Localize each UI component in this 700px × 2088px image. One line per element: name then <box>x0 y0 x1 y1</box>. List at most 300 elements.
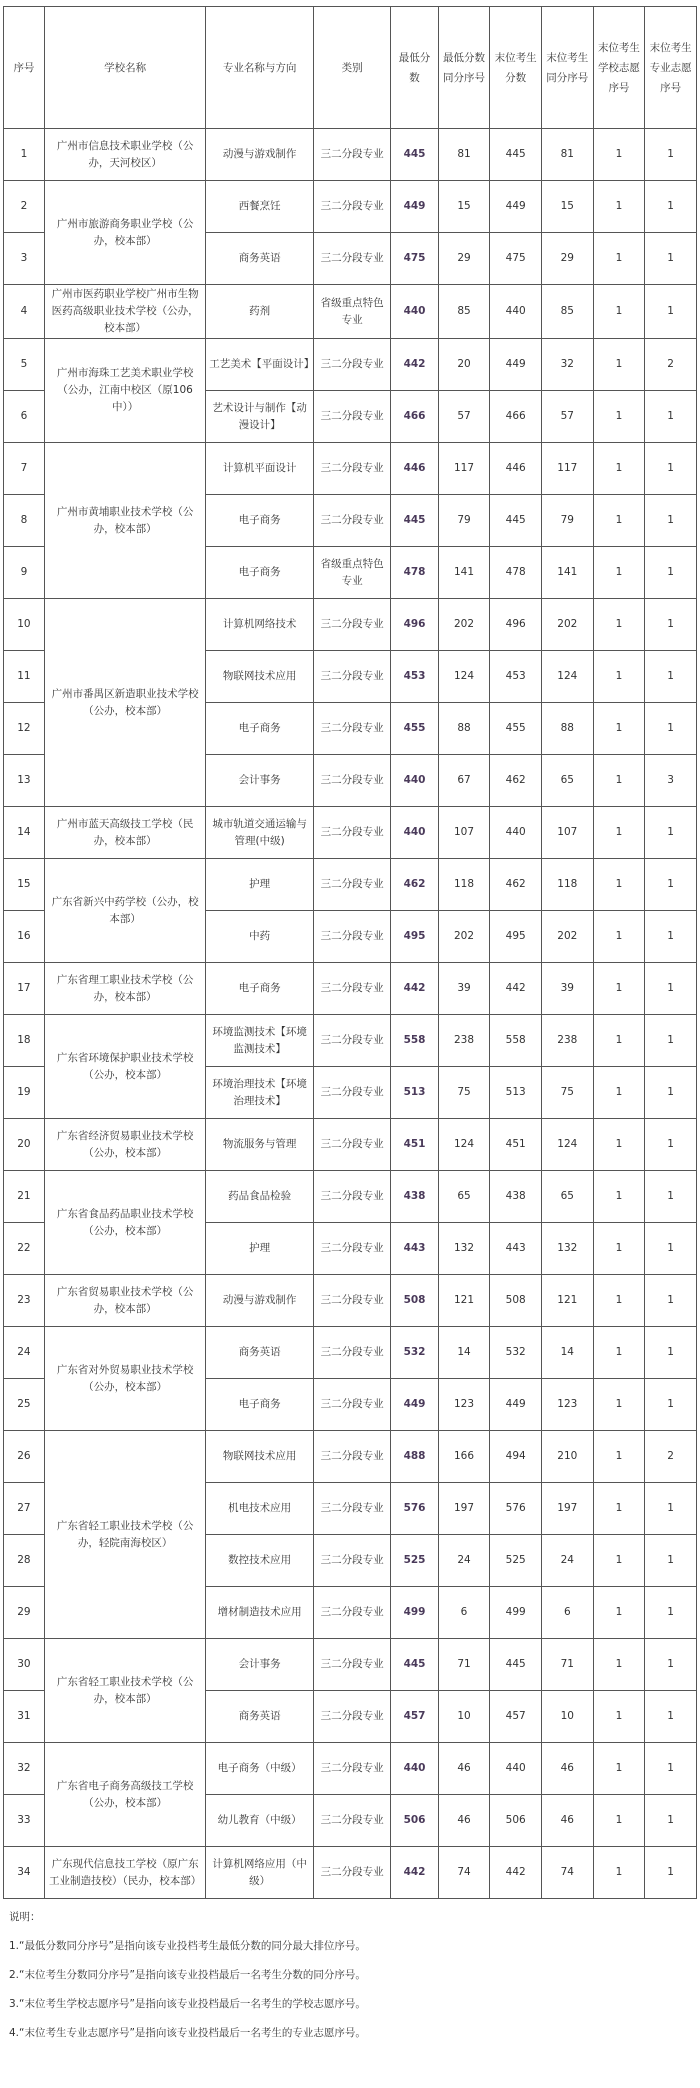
cell-major-pref: 1 <box>645 1483 697 1535</box>
cell-min-score: 449 <box>391 181 438 233</box>
cell-last-score: 576 <box>490 1483 542 1535</box>
cell-min-rank: 24 <box>438 1535 490 1587</box>
cell-major-pref: 1 <box>645 181 697 233</box>
cell-min-score: 440 <box>391 1743 438 1795</box>
cell-no: 16 <box>4 911 45 963</box>
cell-major: 物联网技术应用 <box>206 651 314 703</box>
cell-major: 电子商务（中级） <box>206 1743 314 1795</box>
cell-major-pref: 3 <box>645 755 697 807</box>
cell-type: 三二分段专业 <box>313 859 390 911</box>
cell-min-score: 576 <box>391 1483 438 1535</box>
table-row <box>4 1431 697 1483</box>
cell-school-name: 广东省轻工职业技术学校（公办，校本部） <box>44 1639 205 1743</box>
cell-last-rank: 117 <box>541 443 593 495</box>
table-row <box>4 339 697 391</box>
cell-type: 三二分段专业 <box>313 1691 390 1743</box>
cell-school-pref: 1 <box>593 651 645 703</box>
cell-type: 三二分段专业 <box>313 1379 390 1431</box>
cell-type: 三二分段专业 <box>313 1223 390 1275</box>
cell-last-score: 442 <box>490 963 542 1015</box>
cell-major: 电子商务 <box>206 495 314 547</box>
cell-type: 三二分段专业 <box>313 807 390 859</box>
table-body <box>4 129 697 1899</box>
cell-major: 电子商务 <box>206 703 314 755</box>
cell-school-name: 广州市信息技术职业学校（公办，天河校区） <box>44 129 205 181</box>
header-min-score: 最低分数 <box>391 7 438 129</box>
cell-major: 计算机网络技术 <box>206 599 314 651</box>
cell-last-rank: 46 <box>541 1795 593 1847</box>
note-item: 3.“末位考生学校志愿序号”是指向该专业投档最后一名考生的学校志愿序号。 <box>9 1998 366 2010</box>
cell-school-pref: 1 <box>593 755 645 807</box>
cell-major: 会计事务 <box>206 755 314 807</box>
header-last-score: 末位考生分数 <box>490 7 542 129</box>
cell-min-score: 446 <box>391 443 438 495</box>
table-row <box>4 859 697 911</box>
cell-major-pref: 1 <box>645 1327 697 1379</box>
cell-last-score: 478 <box>490 547 542 599</box>
cell-last-score: 513 <box>490 1067 542 1119</box>
cell-no: 26 <box>4 1431 45 1483</box>
cell-major-pref: 1 <box>645 1015 697 1067</box>
cell-major: 商务英语 <box>206 1327 314 1379</box>
cell-last-score: 446 <box>490 443 542 495</box>
header-school-pref: 末位考生学校志愿序号 <box>593 7 645 129</box>
cell-no: 28 <box>4 1535 45 1587</box>
cell-type: 三二分段专业 <box>313 1067 390 1119</box>
cell-school-name: 广州市黄埔职业技术学校（公办，校本部） <box>44 443 205 599</box>
cell-type: 三二分段专业 <box>313 1535 390 1587</box>
cell-major-pref: 1 <box>645 859 697 911</box>
cell-min-score: 445 <box>391 1639 438 1691</box>
cell-major-pref: 1 <box>645 1691 697 1743</box>
cell-major: 环境治理技术【环境治理技术】 <box>206 1067 314 1119</box>
cell-min-rank: 107 <box>438 807 490 859</box>
cell-min-score: 513 <box>391 1067 438 1119</box>
cell-min-rank: 197 <box>438 1483 490 1535</box>
cell-min-rank: 67 <box>438 755 490 807</box>
cell-last-rank: 71 <box>541 1639 593 1691</box>
cell-last-score: 449 <box>490 1379 542 1431</box>
cell-major-pref: 1 <box>645 285 697 339</box>
cell-type: 三二分段专业 <box>313 1275 390 1327</box>
cell-type: 三二分段专业 <box>313 1587 390 1639</box>
cell-major-pref: 1 <box>645 443 697 495</box>
cell-major-pref: 1 <box>645 911 697 963</box>
cell-last-rank: 10 <box>541 1691 593 1743</box>
cell-min-score: 462 <box>391 859 438 911</box>
cell-major: 数控技术应用 <box>206 1535 314 1587</box>
cell-type: 三二分段专业 <box>313 1119 390 1171</box>
cell-last-score: 462 <box>490 755 542 807</box>
cell-last-score: 475 <box>490 233 542 285</box>
cell-last-rank: 81 <box>541 129 593 181</box>
cell-school-pref: 1 <box>593 285 645 339</box>
cell-no: 24 <box>4 1327 45 1379</box>
cell-last-score: 445 <box>490 129 542 181</box>
cell-no: 6 <box>4 391 45 443</box>
cell-last-score: 462 <box>490 859 542 911</box>
cell-school-name: 广东省环境保护职业技术学校（公办，校本部） <box>44 1015 205 1119</box>
table-row <box>4 1639 697 1691</box>
cell-min-score: 449 <box>391 1379 438 1431</box>
cell-no: 23 <box>4 1275 45 1327</box>
cell-last-score: 438 <box>490 1171 542 1223</box>
table-row <box>4 599 697 651</box>
cell-type: 三二分段专业 <box>313 339 390 391</box>
cell-min-rank: 202 <box>438 911 490 963</box>
header-no: 序号 <box>4 7 45 129</box>
cell-min-score: 440 <box>391 285 438 339</box>
cell-major-pref: 1 <box>645 391 697 443</box>
cell-min-rank: 6 <box>438 1587 490 1639</box>
cell-school-pref: 1 <box>593 1795 645 1847</box>
cell-no: 2 <box>4 181 45 233</box>
cell-school-pref: 1 <box>593 1379 645 1431</box>
cell-last-score: 494 <box>490 1431 542 1483</box>
cell-school-name: 广东省食品药品职业技术学校（公办，校本部） <box>44 1171 205 1275</box>
cell-last-score: 445 <box>490 495 542 547</box>
cell-last-score: 508 <box>490 1275 542 1327</box>
cell-school-pref: 1 <box>593 1275 645 1327</box>
cell-major-pref: 1 <box>645 1379 697 1431</box>
table-row <box>4 443 697 495</box>
cell-no: 20 <box>4 1119 45 1171</box>
table-row <box>4 1847 697 1899</box>
cell-no: 14 <box>4 807 45 859</box>
cell-type: 三二分段专业 <box>313 1847 390 1899</box>
cell-major-pref: 2 <box>645 1431 697 1483</box>
header-min-rank: 最低分数同分序号 <box>438 7 490 129</box>
cell-type: 三二分段专业 <box>313 391 390 443</box>
cell-no: 30 <box>4 1639 45 1691</box>
cell-major: 计算机平面设计 <box>206 443 314 495</box>
cell-min-rank: 81 <box>438 129 490 181</box>
cell-no: 9 <box>4 547 45 599</box>
cell-major-pref: 1 <box>645 1119 697 1171</box>
cell-min-score: 495 <box>391 911 438 963</box>
cell-school-pref: 1 <box>593 181 645 233</box>
cell-last-rank: 15 <box>541 181 593 233</box>
cell-school-pref: 1 <box>593 1743 645 1795</box>
cell-min-rank: 166 <box>438 1431 490 1483</box>
cell-min-rank: 124 <box>438 651 490 703</box>
cell-major: 环境监测技术【环境监测技术】 <box>206 1015 314 1067</box>
cell-min-rank: 75 <box>438 1067 490 1119</box>
header-last-rank: 末位考生同分序号 <box>541 7 593 129</box>
cell-school-name: 广州市蓝天高级技工学校（民办，校本部） <box>44 807 205 859</box>
cell-school-pref: 1 <box>593 1691 645 1743</box>
header-major: 专业名称与方向 <box>206 7 314 129</box>
cell-last-rank: 118 <box>541 859 593 911</box>
cell-last-rank: 107 <box>541 807 593 859</box>
cell-last-rank: 29 <box>541 233 593 285</box>
cell-major-pref: 1 <box>645 1275 697 1327</box>
cell-school-name: 广州市旅游商务职业学校（公办，校本部） <box>44 181 205 285</box>
cell-major: 电子商务 <box>206 547 314 599</box>
note-item: 1.“最低分数同分序号”是指向该专业投档考生最低分数的同分最大排位序号。 <box>9 1940 366 1952</box>
cell-min-score: 443 <box>391 1223 438 1275</box>
cell-last-score: 440 <box>490 285 542 339</box>
cell-min-rank: 88 <box>438 703 490 755</box>
cell-min-score: 558 <box>391 1015 438 1067</box>
cell-min-rank: 117 <box>438 443 490 495</box>
cell-min-rank: 14 <box>438 1327 490 1379</box>
header-school: 学校名称 <box>44 7 205 129</box>
cell-min-rank: 39 <box>438 963 490 1015</box>
cell-min-score: 445 <box>391 129 438 181</box>
cell-min-rank: 132 <box>438 1223 490 1275</box>
cell-type: 三二分段专业 <box>313 1015 390 1067</box>
cell-school-pref: 1 <box>593 1223 645 1275</box>
cell-last-score: 449 <box>490 181 542 233</box>
cell-school-pref: 1 <box>593 129 645 181</box>
cell-min-rank: 46 <box>438 1743 490 1795</box>
cell-last-rank: 132 <box>541 1223 593 1275</box>
table-row <box>4 1015 697 1067</box>
cell-type: 三二分段专业 <box>313 1639 390 1691</box>
cell-major-pref: 1 <box>645 1171 697 1223</box>
cell-min-score: 499 <box>391 1587 438 1639</box>
cell-school-pref: 1 <box>593 547 645 599</box>
cell-min-score: 440 <box>391 807 438 859</box>
cell-last-rank: 202 <box>541 599 593 651</box>
cell-school-pref: 1 <box>593 391 645 443</box>
cell-school-pref: 1 <box>593 1015 645 1067</box>
cell-type: 三二分段专业 <box>313 233 390 285</box>
cell-last-rank: 85 <box>541 285 593 339</box>
cell-last-rank: 210 <box>541 1431 593 1483</box>
table-row <box>4 1171 697 1223</box>
cell-last-rank: 123 <box>541 1379 593 1431</box>
cell-min-rank: 79 <box>438 495 490 547</box>
cell-major: 商务英语 <box>206 1691 314 1743</box>
cell-no: 15 <box>4 859 45 911</box>
cell-major: 护理 <box>206 859 314 911</box>
cell-no: 7 <box>4 443 45 495</box>
cell-min-score: 438 <box>391 1171 438 1223</box>
cell-school-name: 广东省新兴中药学校（公办，校本部） <box>44 859 205 963</box>
cell-major-pref: 1 <box>645 129 697 181</box>
cell-last-rank: 197 <box>541 1483 593 1535</box>
cell-major: 艺术设计与制作【动漫设计】 <box>206 391 314 443</box>
cell-type: 三二分段专业 <box>313 755 390 807</box>
cell-min-score: 440 <box>391 755 438 807</box>
cell-no: 31 <box>4 1691 45 1743</box>
cell-min-rank: 20 <box>438 339 490 391</box>
cell-school-pref: 1 <box>593 495 645 547</box>
cell-last-rank: 46 <box>541 1743 593 1795</box>
table-row <box>4 1119 697 1171</box>
cell-min-score: 496 <box>391 599 438 651</box>
cell-type: 三二分段专业 <box>313 1795 390 1847</box>
cell-last-rank: 65 <box>541 755 593 807</box>
cell-last-score: 525 <box>490 1535 542 1587</box>
cell-school-name: 广州市番禺区新造职业技术学校（公办，校本部） <box>44 599 205 807</box>
cell-school-name: 广州市海珠工艺美术职业学校（公办，江南中校区（原106中）） <box>44 339 205 443</box>
cell-major: 幼儿教育（中级） <box>206 1795 314 1847</box>
cell-no: 33 <box>4 1795 45 1847</box>
cell-major: 药剂 <box>206 285 314 339</box>
table-row <box>4 129 697 181</box>
cell-school-pref: 1 <box>593 703 645 755</box>
cell-type: 三二分段专业 <box>313 911 390 963</box>
cell-min-rank: 124 <box>438 1119 490 1171</box>
cell-major-pref: 1 <box>645 599 697 651</box>
cell-school-pref: 1 <box>593 1431 645 1483</box>
admission-score-table <box>3 6 697 1899</box>
cell-major: 城市轨道交通运输与管理(中级) <box>206 807 314 859</box>
cell-major: 物流服务与管理 <box>206 1119 314 1171</box>
cell-school-name: 广东省电子商务高级技工学校（公办，校本部） <box>44 1743 205 1847</box>
cell-min-rank: 121 <box>438 1275 490 1327</box>
cell-min-score: 453 <box>391 651 438 703</box>
cell-no: 32 <box>4 1743 45 1795</box>
cell-type: 三二分段专业 <box>313 1483 390 1535</box>
cell-school-name: 广州市医药职业学校广州市生物医药高级职业技术学校（公办，校本部） <box>44 285 205 339</box>
cell-last-rank: 65 <box>541 1171 593 1223</box>
cell-min-score: 455 <box>391 703 438 755</box>
cell-major-pref: 1 <box>645 1743 697 1795</box>
cell-min-score: 525 <box>391 1535 438 1587</box>
cell-major-pref: 1 <box>645 233 697 285</box>
cell-last-score: 506 <box>490 1795 542 1847</box>
cell-no: 12 <box>4 703 45 755</box>
cell-last-rank: 57 <box>541 391 593 443</box>
cell-major: 动漫与游戏制作 <box>206 1275 314 1327</box>
cell-min-rank: 238 <box>438 1015 490 1067</box>
cell-last-score: 496 <box>490 599 542 651</box>
cell-last-score: 445 <box>490 1639 542 1691</box>
cell-min-rank: 118 <box>438 859 490 911</box>
cell-last-score: 440 <box>490 807 542 859</box>
cell-school-pref: 1 <box>593 233 645 285</box>
cell-major-pref: 1 <box>645 1587 697 1639</box>
cell-last-rank: 238 <box>541 1015 593 1067</box>
cell-major: 电子商务 <box>206 963 314 1015</box>
cell-min-score: 451 <box>391 1119 438 1171</box>
cell-major-pref: 1 <box>645 1223 697 1275</box>
cell-major-pref: 2 <box>645 339 697 391</box>
cell-no: 29 <box>4 1587 45 1639</box>
cell-last-rank: 14 <box>541 1327 593 1379</box>
cell-last-rank: 75 <box>541 1067 593 1119</box>
cell-school-pref: 1 <box>593 1587 645 1639</box>
cell-major: 增材制造技术应用 <box>206 1587 314 1639</box>
cell-type: 三二分段专业 <box>313 703 390 755</box>
cell-last-score: 449 <box>490 339 542 391</box>
cell-last-score: 466 <box>490 391 542 443</box>
cell-school-pref: 1 <box>593 859 645 911</box>
cell-school-name: 广东现代信息技工学校（原广东工业制造技校）（民办，校本部） <box>44 1847 205 1899</box>
cell-last-rank: 88 <box>541 703 593 755</box>
cell-type: 三二分段专业 <box>313 443 390 495</box>
cell-no: 34 <box>4 1847 45 1899</box>
cell-last-score: 443 <box>490 1223 542 1275</box>
cell-min-score: 475 <box>391 233 438 285</box>
cell-last-score: 499 <box>490 1587 542 1639</box>
cell-school-pref: 1 <box>593 911 645 963</box>
cell-school-pref: 1 <box>593 1171 645 1223</box>
cell-min-score: 442 <box>391 963 438 1015</box>
cell-type: 三二分段专业 <box>313 1431 390 1483</box>
note-item: 4.“末位考生专业志愿序号”是指向该专业投档最后一名考生的专业志愿序号。 <box>9 2027 366 2039</box>
note-item: 2.“末位考生分数同分序号”是指向该专业投档最后一名考生分数的同分序号。 <box>9 1969 366 1981</box>
cell-min-score: 506 <box>391 1795 438 1847</box>
cell-major-pref: 1 <box>645 1795 697 1847</box>
cell-no: 8 <box>4 495 45 547</box>
cell-min-score: 508 <box>391 1275 438 1327</box>
table-row <box>4 807 697 859</box>
header-major-pref: 末位考生专业志愿序号 <box>645 7 697 129</box>
cell-no: 10 <box>4 599 45 651</box>
cell-no: 27 <box>4 1483 45 1535</box>
cell-school-pref: 1 <box>593 1119 645 1171</box>
header-type: 类别 <box>313 7 390 129</box>
cell-last-rank: 6 <box>541 1587 593 1639</box>
cell-major: 电子商务 <box>206 1379 314 1431</box>
table-row <box>4 285 697 339</box>
cell-major-pref: 1 <box>645 1535 697 1587</box>
cell-major-pref: 1 <box>645 963 697 1015</box>
cell-school-pref: 1 <box>593 1535 645 1587</box>
cell-no: 13 <box>4 755 45 807</box>
cell-min-score: 442 <box>391 339 438 391</box>
cell-major: 动漫与游戏制作 <box>206 129 314 181</box>
cell-major-pref: 1 <box>645 547 697 599</box>
cell-type: 省级重点特色专业 <box>313 285 390 339</box>
cell-major-pref: 1 <box>645 495 697 547</box>
cell-last-rank: 124 <box>541 651 593 703</box>
cell-min-score: 478 <box>391 547 438 599</box>
cell-min-score: 466 <box>391 391 438 443</box>
cell-no: 22 <box>4 1223 45 1275</box>
cell-school-pref: 1 <box>593 1327 645 1379</box>
cell-min-score: 488 <box>391 1431 438 1483</box>
cell-last-rank: 124 <box>541 1119 593 1171</box>
table-row <box>4 1275 697 1327</box>
cell-min-score: 442 <box>391 1847 438 1899</box>
cell-last-score: 457 <box>490 1691 542 1743</box>
notes-title: 说明： <box>9 1911 41 1923</box>
cell-no: 21 <box>4 1171 45 1223</box>
cell-type: 三二分段专业 <box>313 1327 390 1379</box>
cell-no: 5 <box>4 339 45 391</box>
cell-min-rank: 85 <box>438 285 490 339</box>
cell-last-rank: 39 <box>541 963 593 1015</box>
cell-type: 三二分段专业 <box>313 1171 390 1223</box>
cell-last-rank: 121 <box>541 1275 593 1327</box>
cell-min-rank: 29 <box>438 233 490 285</box>
cell-min-rank: 74 <box>438 1847 490 1899</box>
cell-major: 机电技术应用 <box>206 1483 314 1535</box>
cell-min-rank: 65 <box>438 1171 490 1223</box>
cell-major: 物联网技术应用 <box>206 1431 314 1483</box>
cell-school-pref: 1 <box>593 1483 645 1535</box>
cell-school-name: 广东省轻工职业技术学校（公办，轻院南海校区） <box>44 1431 205 1639</box>
cell-type: 三二分段专业 <box>313 181 390 233</box>
cell-major: 工艺美术【平面设计】 <box>206 339 314 391</box>
cell-last-rank: 24 <box>541 1535 593 1587</box>
cell-school-pref: 1 <box>593 1639 645 1691</box>
cell-type: 三二分段专业 <box>313 651 390 703</box>
cell-min-score: 532 <box>391 1327 438 1379</box>
cell-major: 护理 <box>206 1223 314 1275</box>
cell-school-pref: 1 <box>593 339 645 391</box>
cell-major-pref: 1 <box>645 1067 697 1119</box>
cell-major: 西餐烹饪 <box>206 181 314 233</box>
cell-no: 11 <box>4 651 45 703</box>
cell-no: 19 <box>4 1067 45 1119</box>
